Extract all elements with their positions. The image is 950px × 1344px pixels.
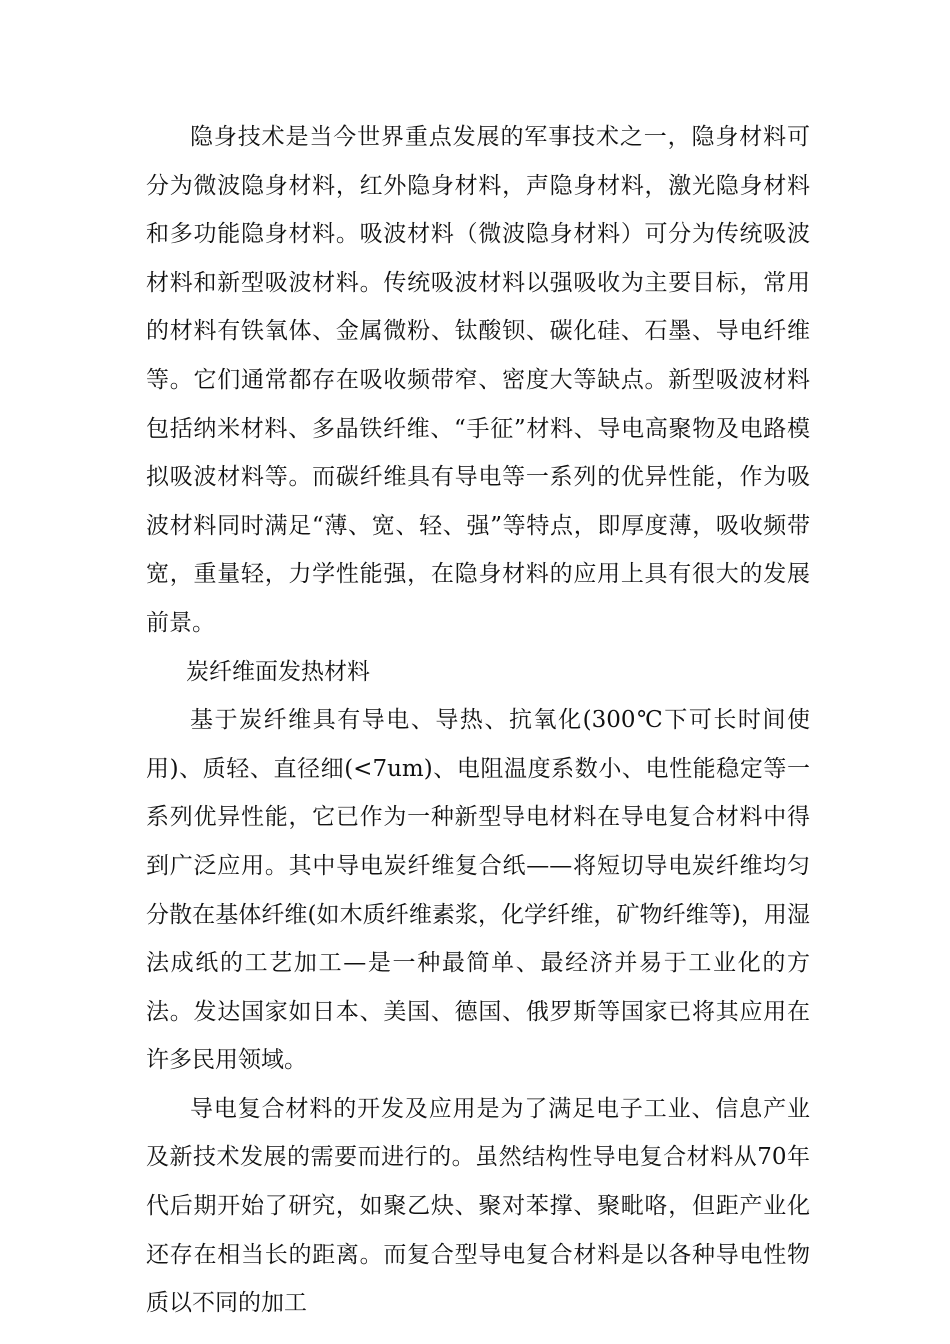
paragraph-stealth-materials: 隐身技术是当今世界重点发展的军事技术之一，隐身材料可分为微波隐身材料，红外隐身材料，声隐身材料，激光隐身材料和多功能隐身材料。吸波材料（微波隐身材料）可分为传统吸波材料和新型吸波材料。传统吸波材料以强吸收为主要目标，常用的材料有铁氧体、金属微粉、钛酸钡、碳化硅、石墨、导电纤维等。它们通常都存在吸收频带窄、密度大等缺点。新型吸波材料包括纳米材料、多晶铁纤维、“手征”材料、导电高聚物及电路模拟吸波材料等。而碳纤维具有导电等一系列的优异性能，作为吸波材料同时满足“薄、宽、轻、强”等特点，即厚度薄，吸收频带宽，重量轻，力学性能强，在隐身材料的应用上具有很大的发展前景。: [146, 124, 810, 636]
paragraph-carbon-fiber-conductive: 基于炭纤维具有导电、导热、抗氧化(300℃下可长时间使用)、质轻、直径细(<7um)、电阻温度系数小、电性能稳定等一系列优异性能，它已作为一种新型导电材料在导电复合材料中得到广泛应用。其中导电炭纤维复合纸——将短切导电炭纤维均匀分散在基体纤维(如木质纤维素浆，化学纤维，矿物纤维等)，用湿法成纸的工艺加工—是一种最简单、最经济并易于工业化的方法。发达国家如日本、美国、德国、俄罗斯等国家已将其应用在许多民用领域。: [146, 707, 810, 1074]
document-body: [146, 113, 810, 1328]
paragraph-conductive-composites: 导电复合材料的开发及应用是为了满足电子工业、信息产业及新技术发展的需要而进行的。虽然结构性导电复合材料从70年代后期开始了研究，如聚乙炔、聚对苯撑、聚毗咯，但距产业化还存在相当长的距离。而复合型导电复合材料是以各种导电性物质以不同的加工: [146, 1095, 810, 1317]
section-heading-carbon-fiber-heating: 炭纤维面发热材料: [186, 658, 370, 685]
